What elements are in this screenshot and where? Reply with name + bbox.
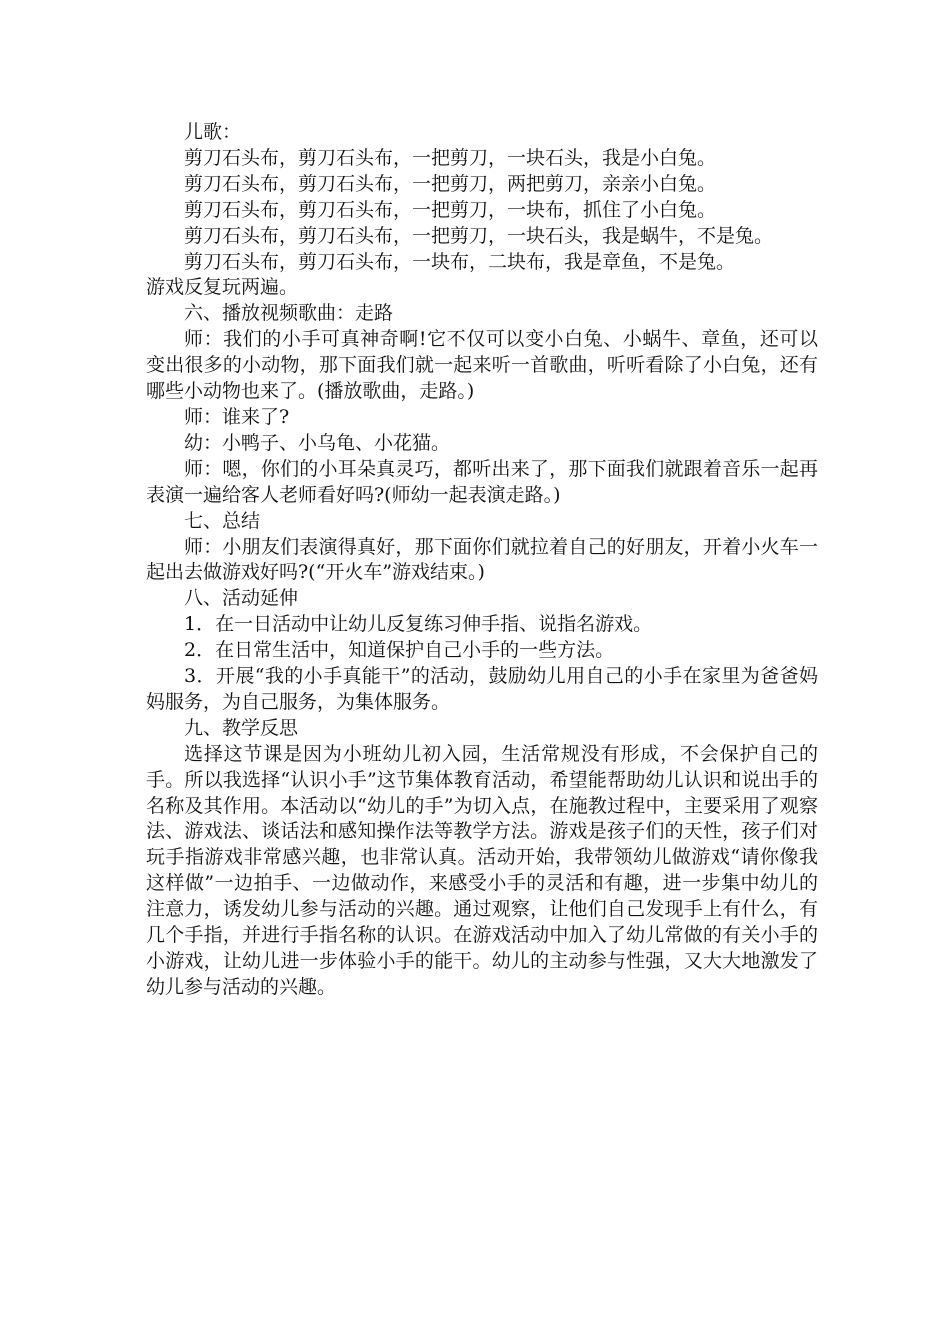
- teacher-dialogue-paragraph: 师：我们的小手可真神奇啊!它不仅可以变小白兔、小蜗牛、章鱼，还可以变出很多的小动物，那下面我们就一起来听一首歌曲，听听看除了小白兔，还有哪些小动物也来了。(播放歌曲，走路。): [146, 328, 818, 403]
- rhyme-line-3: 剪刀石头布，剪刀石头布，一把剪刀，一块布，抓住了小白兔。: [184, 198, 717, 221]
- teacher-response-paragraph: 师：嗯，你们的小耳朵真灵巧，都听出来了，那下面我们就跟着音乐一起再表演一遍给客人老师看好吗?(师幼一起表演走路。): [146, 457, 818, 506]
- extension-item-3: 3．开展“我的小手真能干”的活动，鼓励幼儿用自己的小手在家里为爸爸妈妈服务，为自己服务，为集体服务。: [146, 665, 818, 713]
- section-heading-9: 九、教学反思: [184, 716, 299, 739]
- rhyme-line-5: 剪刀石头布，剪刀石头布，一块布，二块布，我是章鱼，不是兔。: [184, 250, 736, 273]
- teacher-question: 师：谁来了?: [184, 405, 290, 428]
- nursery-rhyme-heading: 儿歌：: [184, 121, 242, 143]
- section-heading-6: 六、播放视频歌曲：走路: [184, 302, 394, 325]
- reflection-paragraph: 选择这节课是因为小班幼儿初入园，生活常规没有形成，不会保护自己的手。所以我选择“认识小手”这节集体教育活动，希望能帮助幼儿认识和说出手的名称及其作用。本活动以“幼儿的手”为切入点，在施教过程中，主要采用了观察法、游戏法、谈话法和感知操作法等教学方法。游戏是孩子们的天性，孩子们对玩手指游戏非常感兴趣，也非常认真。活动开始，我带领幼儿做游戏“请你像我这样做”一边拍手、一边做动作，来感受小手的灵活和有趣，进一步集中幼儿的注意力，诱发幼儿参与活动的兴趣。通过观察，让他们自己发现手上有什么，有几个手指，并进行手指名称的认识。在游戏活动中加入了幼儿常做的有关小手的小游戏，让幼儿进一步体验小手的能干。幼儿的主动参与性强，又大大地激发了幼儿参与活动的兴趣。: [146, 742, 818, 998]
- rhyme-line-2: 剪刀石头布，剪刀石头布，一把剪刀，两把剪刀，亲亲小白兔。: [184, 172, 717, 195]
- rhyme-line-4: 剪刀石头布，剪刀石头布，一把剪刀，一块石头，我是蜗牛，不是兔。: [184, 224, 774, 247]
- extension-item-2: 2．在日常生活中，知道保护自己小手的一些方法。: [184, 639, 615, 662]
- summary-paragraph: 师：小朋友们表演得真好，那下面你们就拉着自己的好朋友，开着小火车一起出去做游戏好吗?(“开火车”游戏结束。): [146, 535, 818, 584]
- rhyme-line-1: 剪刀石头布，剪刀石头布，一把剪刀，一块石头，我是小白兔。: [184, 146, 717, 169]
- section-heading-7: 七、总结: [184, 509, 261, 532]
- document-page: [146, 120, 818, 1001]
- section-heading-8: 八、活动延伸: [184, 587, 299, 610]
- extension-item-1: 1．在一日活动中让幼儿反复练习伸手指、说指名游戏。: [184, 613, 653, 636]
- game-repeat-note: 游戏反复玩两遍。: [146, 276, 299, 299]
- children-answer: 幼：小鸭子、小乌龟、小花猫。: [184, 431, 451, 454]
